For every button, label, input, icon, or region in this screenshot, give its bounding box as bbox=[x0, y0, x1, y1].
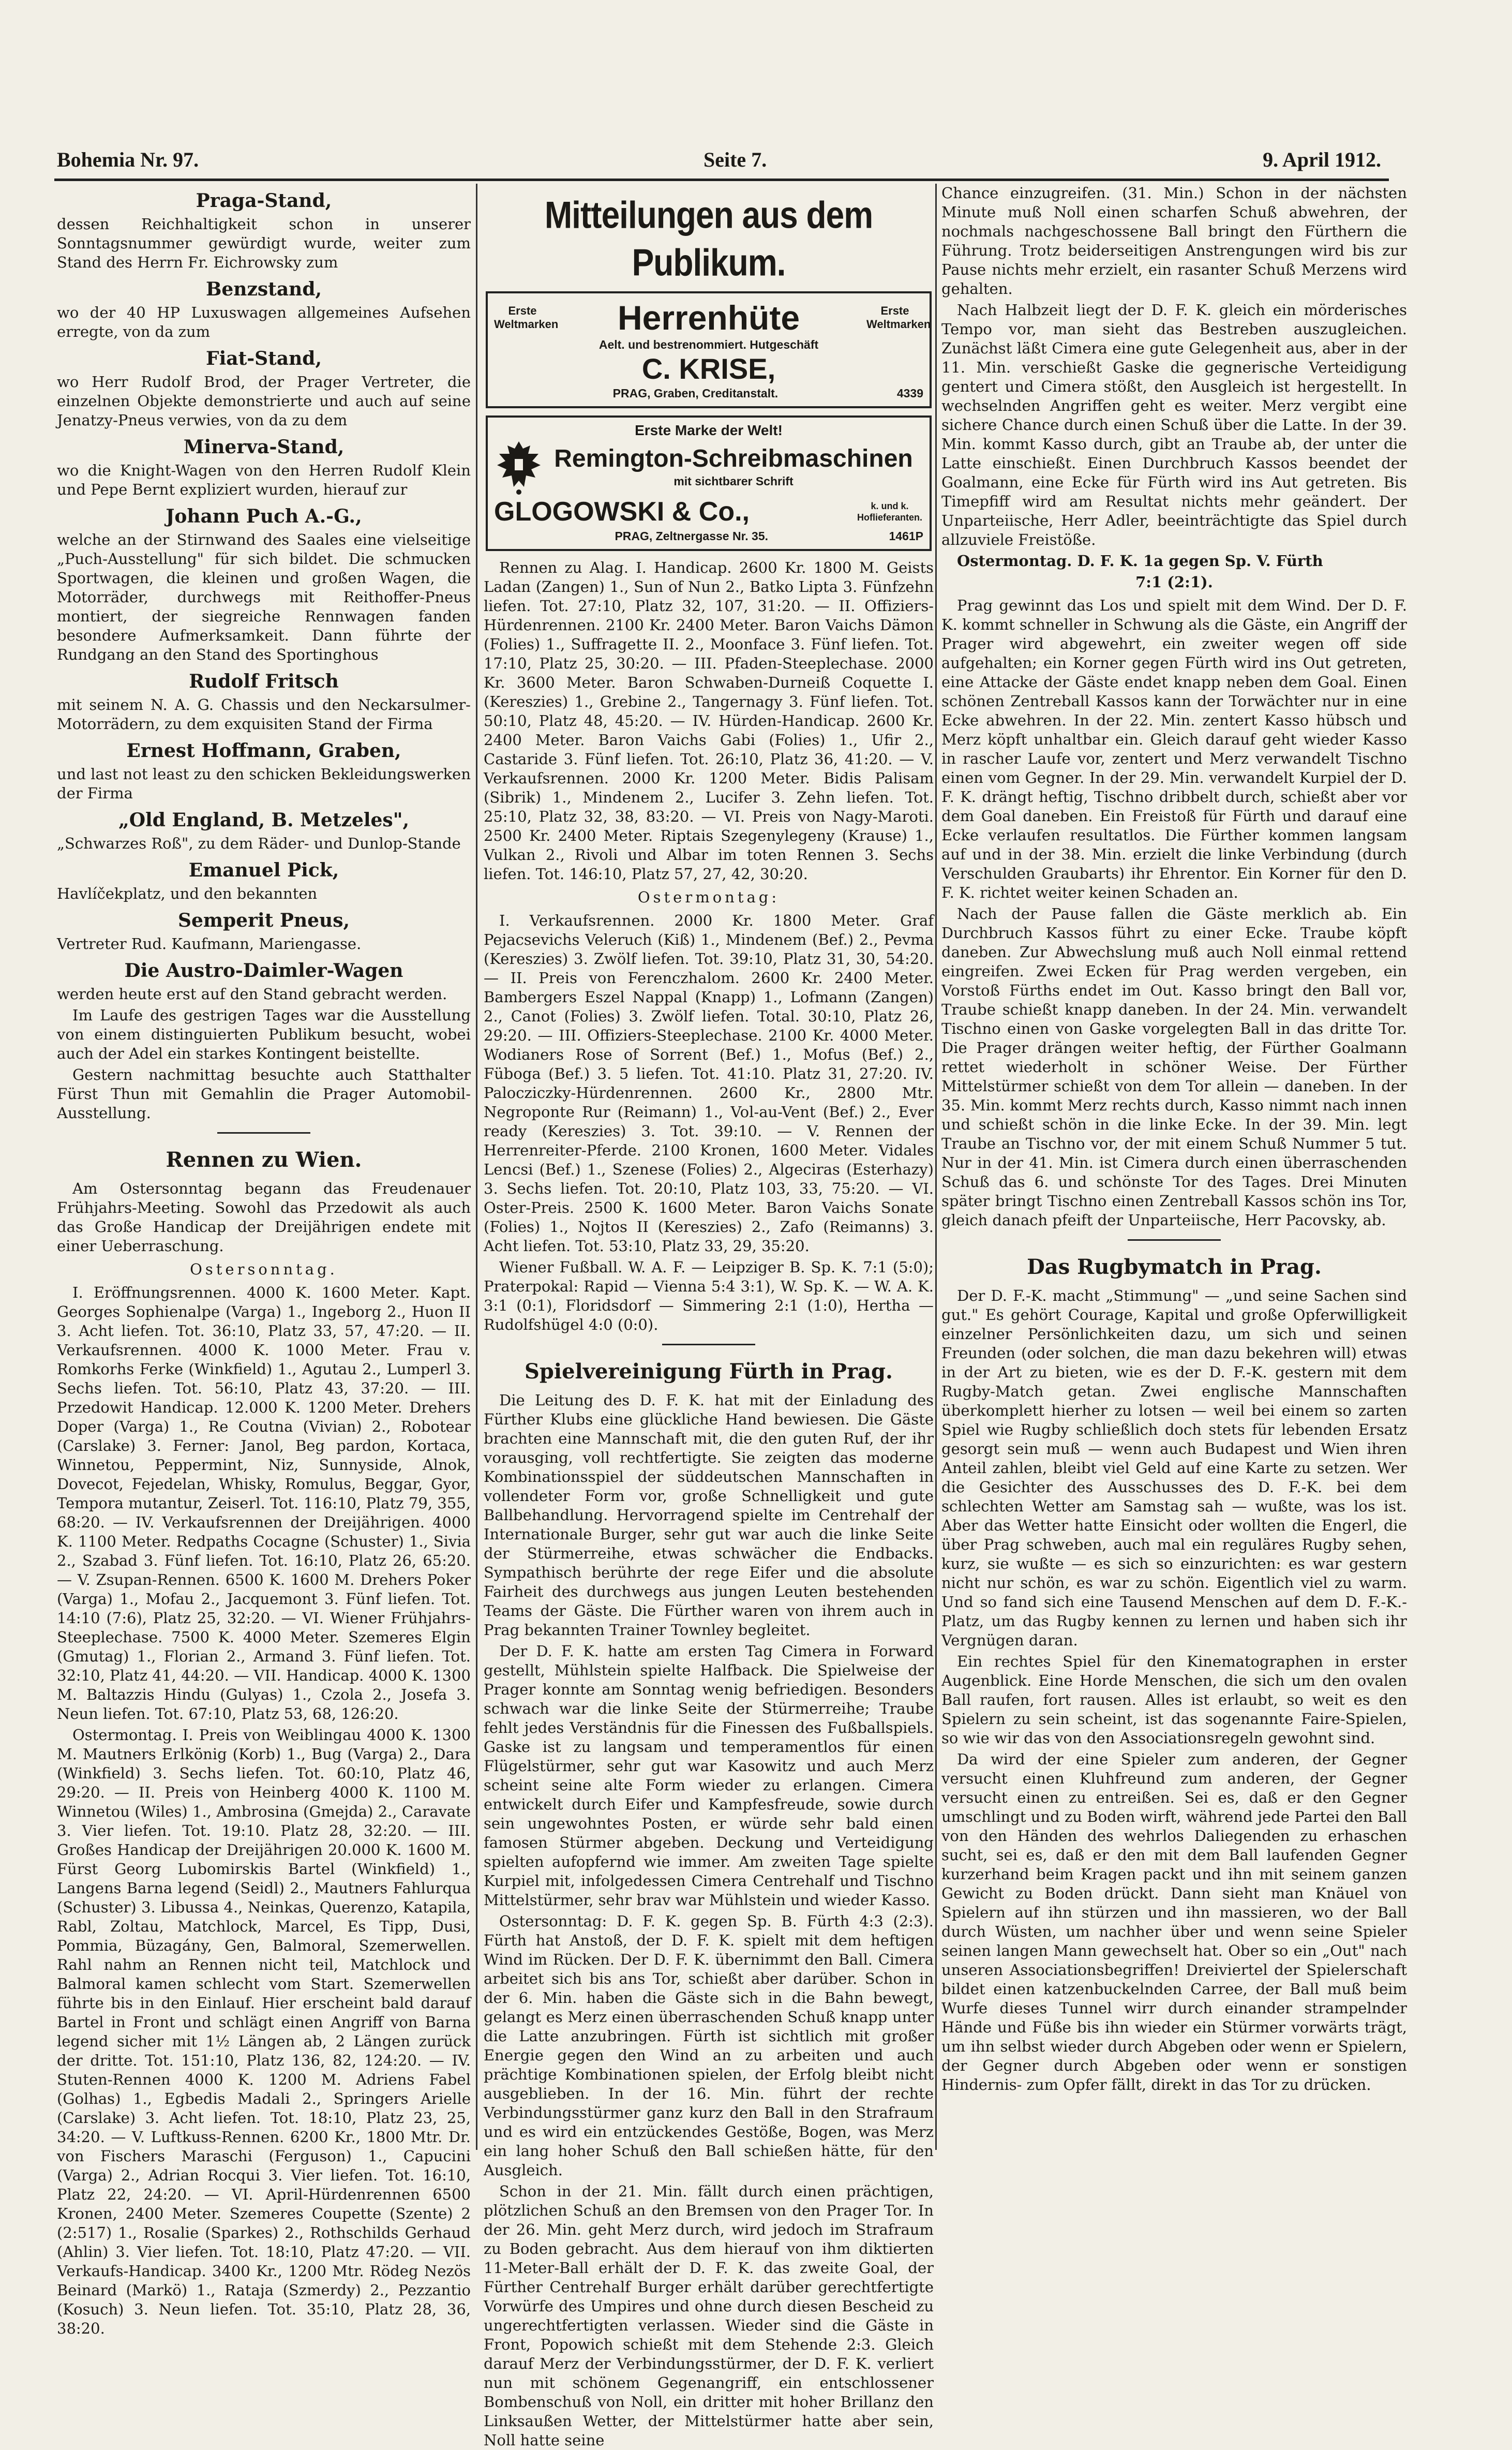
section-divider bbox=[217, 1132, 310, 1134]
ad2-title: Remington-Schreibmaschinen bbox=[554, 445, 913, 472]
ad-herrenhuete bbox=[486, 291, 932, 408]
paragraph-spiel-cont-2: Nach Halbzeit liegt der D. F. K. gleich ein mörderisches Tempo vor, man sieht das Bestreben auszugleichen. Zunächst läßt Cimera eine gute Gelegenheit aus, aber in der 11. Min. verschießt Gaske die gegnerische Verteidigung gentert und Cimera stößt, den Ausgleich ist hergestellt. In wechselnden Angriffen geht es weiter. Merz vergibt eine sichere Chance durch einen Schuß über die Latte. In der 39. Min. kommt Kasso durch, gibt an Traube ab, der unter die Latte einschießt. Einen Durchbruch Kassos beendet der Goalmann, eine Ecke für Fürth wird ins Aut getreten. Bis Timepfiff wird am Resultat nichts mehr geändert. Der Unparteiische, Herr Adler, beeinträchtigte das Spiel durch allzuviele Freistöße. bbox=[941, 301, 1407, 548]
paragraph-results-ostermontag: Ostermontag. I. Preis von Weiblingau 4000 K. 1300 M. Mautners Erlkönig (Korb) 1., Bug (Varga) 2., Dara (Winkfield) 3. Sechs liefen. Tot. 60:10, Platz 46, 29:20. — II. Preis von Heinberg 4000 K. 1100 M. Winnetou (Wiles) 1., Ambrosina (Gmejda) 2., Caravate 3. Vier liefen. Tot. 19:10. Platz 28, 32:20. — III. Großes Handicap der Dreijährigen 20.000 K. 1600 M. Fürst Georg Lubomirskis Bartel (Winkfield) 1., Langens Barna legend (Seidl) 2., Mautners Fahlurqua (Schuster) 3. Libussa 4., Neinkas, Querenzo, Katapila, Rabl, Zoltau, Matchlock, Marcel, Es Tipp, Dusi, Pommia, Büzagány, Gen, Balmoral, Szemerwellen. Rahl nahm an Rennen nicht teil, Matchlock und Balmoral kamen schlecht vom Start. Szemerwellen führte bis in den Einlauf. Hier erscheint bald darauf Bartel in Front und schlägt einen Angriff von Barna legend sicher mit 1½ Längen ab, 2 Längen zurück der dritte. Tot. 151:10, Platz 136, 82, 124:20. — IV. Stuten-Rennen 4000 K. 1200 M. Adriens Fabel (Golhas) 1., Egbedis Madali 2., Springers Arielle (Carslake) 3. Acht liefen. Tot. 18:10, Platz 23, 25, 34:20. — V. Luftkuss-Rennen. 6200 Kr., 1800 Mtr. Dr. von Fischers Maraschi (Ferguson) 1., Capucini (Varga) 2., Adrian Rocqui 3. Vier liefen. Tot. 16:10, Platz 22, 24:20. — VI. April-Hürdenrennen 6500 Kronen, 2400 Meter. Szemeres Coupette (Szente) 2 (2:517) 1., Rosalie (Sparkes) 2., Rothschilds Gerhaud (Ahlin) 3. Vier liefen. Tot. 18:10, Platz 47:20. — VII. Verkaufs-Handicap. 3400 Kr., 1200 Mtr. Rödeg Nezös Beinard (Markö) 1., Rataja (Szmerdy) 2., Pezzantio (Kosuch) 3. Neun liefen. Tot. 35:10, Platz 28, 36, 38:20. bbox=[57, 1726, 471, 2337]
paragraph-spiel-3: Ostersonntag: D. F. K. gegen Sp. B. Fürth 4:3 (2:3). Fürth hat Anstoß, der D. F. K. spielt mit dem heftigen Wind im Rücken. Der D. F. K. übernimmt den Ball. Cimera arbeitet sich bis ans Tor, schießt aber darüber. Schon in der 6. Min. haben die Gäste sich in die Bahn bewegt, gelangt es Merz einen überraschenden Schuß knapp unter die Latte anzubringen. Fürth ist sichtlich mit großer Energie gegen den Wind an zu arbeiten und auch prächtige Kombinationen spielen, der Erfolg bleibt nicht ausgeblieben. In der 16. Min. führt der rechte Verbindungsstürmer ganz kurz den Ball in den Strafraum und es wird ein entzückendes Gestöße, Bogen, was Merz ein lang hoher Schuß den Ball schießen hätte, für den Ausgleich. bbox=[484, 1912, 934, 2179]
heading-puch: Johann Puch A.-G., bbox=[166, 506, 362, 527]
ad-remington bbox=[486, 415, 932, 551]
section-divider-3 bbox=[1128, 1239, 1221, 1241]
paragraph-austro: werden heute erst auf den Stand gebracht werden. bbox=[57, 985, 447, 1003]
ad2-hoflieferant: k. und k. Hoflieferanten. bbox=[857, 501, 923, 523]
subheading-ostersonntag: Ostersonntag. bbox=[190, 1260, 338, 1278]
ad1-side-right: Erste Weltmarken bbox=[866, 304, 931, 331]
paragraph-benz: wo der 40 HP Luxuswagen allgemeines Aufsehen erregte, von da zum bbox=[57, 304, 471, 340]
heading-old-england: „Old England, B. Metzeles", bbox=[118, 809, 409, 831]
ad1-side-left: Erste Weltmarken bbox=[494, 304, 559, 331]
paragraph-rugby-2: Ein rechtes Spiel für den Kinematographen in erster Augenblick. Eine Horde Menschen, die sich um den ovalen Ball raufen, fort rausen. Alles ist erlaubt, so weit es den Spielern zu sein scheint, ist das sogenannte Faire-Spielen, so wie wir das von den Associationsregeln gewohnt sind. bbox=[941, 1653, 1407, 1747]
paragraph-rugby-3: Da wird der eine Spieler zum anderen, der Gegner versucht einen Kluhfreund zum anderen, der Gegner versucht einen zu entreißen. Sei es, daß er den Gegner umschlingt und zu Boden wirft, während jede Partei den Ball von den Händen des wehrlos Daliegenden zu erhaschen sucht, sei es, daß er den mit dem Ball laufenden Gegner kurzerhand beim Kragen packt und ihn mit seinem ganzen Gewicht zu Boden drückt. Dann sieht man Knäuel von Spielern auf ihn stürzen und ihn massieren, wo der Ball durch Wüsten, um nachher über und wenn seine Spieler seinen langen Mann gewechselt hat. Ober so ein „Out" nach unseren Associationsbegriffen! Dreiviertel der Spielerschaft bildet einen katzenbuckelnden Carree, der Ball muß beim Wurfe dieses Tunnel wirr durch einander strampelnder Hände und Füße bis ihn wieder ein Stürmer vorwärts trägt, um ihn selbst wieder durch Abgeben oder wenn er Spielern, der Gegner durch Abgeben oder wenn er sonstigen Hindernis- zum Opfer fällt, direkt in das Tor zu drücken. bbox=[941, 1750, 1407, 2093]
paragraph-praga: dessen Reichhaltigkeit schon in unserer Sonntagsnummer gewürdigt wurde, weiter zum Stand des Herrn Fr. Eichrowsky zum bbox=[57, 215, 471, 271]
ad2-firm-name: GLOGOWSKI & Co., bbox=[494, 497, 750, 527]
paragraph-spiel-cont-4: Nach der Pause fallen die Gäste merklich ab. Ein Durchbruch Kassos führt zu einer Ecke. Traube köpft daneben. Zur Abwechslung muß auch Noll einmal rettend eingreifen. Zwei Ecken für Prag werden vergeben, ein Vorstoß Fürths endet im Out. Kasso bringt den Ball vor, Traube schießt knapp daneben. In der 24. Min. verwandelt Tischno einen von Gaske vorgelegten Ball in das dritte Tor. Die Prager drängen weiter heftig, der Fürther Goalmann rettet wiederholt in schöner Weise. Der Fürther Mittelstürmer schießt von dem Tor allein — daneben. In der 35. Min. kommt Merz rechts durch, Kasso nimmt nach innen und schießt schön in die linke Ecke. In der 39. Min. legt Traube an Tischno vor, der mit einem Schuß Nummer 5 tut. Nur in der 41. Min. ist Cimera durch einen überraschenden Schuß das 6. und schönste Tor des Tages. Drei Minuten später bringt Tischno einen Zentreball Kassos schön ins Tor, gleich danach pfeift der Unparteiische, Herr Pacovsky, ab. bbox=[941, 905, 1407, 1229]
header-page-number: Seite 7. bbox=[703, 148, 767, 171]
column-2 bbox=[484, 184, 934, 2449]
header-masthead: Bohemia Nr. 97. bbox=[57, 148, 199, 171]
section-divider-2 bbox=[662, 1344, 755, 1345]
paragraph-fritsch: mit seinem N. A. G. Chassis und den Neckarsulmer-Motorrädern, zu dem exquisiten Stand der Firma bbox=[57, 696, 471, 733]
paragraph-semperit: Vertreter Rud. Kaufmann, Mariengasse. bbox=[57, 935, 362, 953]
paragraph-alag-ostermontag: I. Verkaufsrennen. 2000 Kr. 1800 Meter. Graf Pejacsevichs Veleruch (Kiß) 1., Mindenem (Bef.) 2., Pevma (Kereszies) 3. Zwölf liefen. Tot. 39:10, Platz 31, 30, 54:20. — II. Preis von Ferenczhalom. 2600 Kr. 2400 Meter. Bambergers Eszel Nappal (Knapp) 1., Lofmann (Zangen) 2., Canot (Folies) 3. Zwölf liefen. Total. 30:10, Platz 26, 29:20. — III. Offiziers-Steeplechase. 2100 Kr. 4000 Meter. Wodianers Rose of Sorrent (Bef.) 1., Mofus (Bef.) 2., Füboga (Bef.) 3. 5 liefen. Tot. 41:10. Platz 31, 27:20. IV. Palocziczky-Hürdenrennen. 2600 Kr., 2800 Mtr. Negroponte Rur (Reimann) 1., Vol-au-Vent (Bef.) 2., Ever ready (Kereszies) 3. Tot. 39:10. — V. Rennen der Herrenreiter-Pferde. 2100 Kronen, 1600 Meter. Vidales Lencsi (Bef.) 1., Szenese (Folies) 2., Algeciras (Esterhazy) 3. Sechs liefen. Tot. 20:10, Platz 103, 33, 75:20. — VI. Oster-Preis. 2500 K. 1600 Meter. Baron Vaichs Sonate (Folies) 1., Nojtos II (Kereszies) 2., Zafo (Reimanns) 3. Acht liefen. Tot. 53:10, Platz 33, 29, 35:20. bbox=[484, 912, 934, 1255]
paragraph-wiener-fussball: Wiener Fußball. W. A. F. — Leipziger B. Sp. K. 7:1 (5:0); Praterpokal: Rapid — Vienna 5:4 3:1), W. Sp. K. — W. A. K. 3:1 (0:1), Floridsdorf — Simmering 2:1 (1:0), Hertha — Rudolfshügel 4:0 (0:0). bbox=[484, 1258, 934, 1333]
paragraph-statthalter: Gestern nachmittag besuchte auch Statthalter Fürst Thun mit Gemahlin die Prager Automobil-Ausstellung. bbox=[57, 1066, 471, 1122]
paragraph-england: „Schwarzes Roß", zu dem Räder- und Dunlop-Stande bbox=[57, 835, 461, 852]
header-rule bbox=[54, 179, 1389, 181]
paragraph-rennen-intro: Am Ostersonntag begann das Freudenauer Frühjahrs-Meeting. Sowohl das Przedowit als auch das Große Handicap der Dreijährigen endete mit einer Ueberraschung. bbox=[57, 1180, 471, 1255]
paragraph-hoffmann: und last not least zu den schicken Bekleidungswerken der Firma bbox=[57, 765, 471, 802]
header-date: 9. April 1912. bbox=[1263, 148, 1381, 171]
heading-pick: Emanuel Pick, bbox=[188, 859, 339, 881]
paragraph-puch: welche an der Stirnwand des Saales eine vielseitige „Puch-Ausstellung" für sich bildet. Die schmucken Sportwagen, die kleinen und großen Wagen, die Motorräder, durchwegs mit Reithoffer-Pneus montiert, der siegreiche Rennwagen fanden besondere Aufmerksamkeit. Dann führte der Rundgang an den Stand des Sportinghous bbox=[57, 531, 471, 663]
column-1 bbox=[57, 184, 471, 2337]
paragraph-fiat: wo Herr Rudolf Brod, der Prager Vertreter, die einzelnen Objekte demonstrierte und auch auf seine Jenatzy-Pneus verwies, von da zu dem bbox=[57, 373, 471, 429]
heading-rugbymatch: Das Rugbymatch in Prag. bbox=[1027, 1255, 1322, 1279]
ad2-subtitle: mit sichtbarer Schrift bbox=[673, 474, 794, 488]
ad1-address: PRAG, Graben, Creditanstalt. bbox=[612, 387, 779, 400]
heading-minerva-stand: Minerva-Stand, bbox=[183, 436, 345, 458]
ad2-top: Erste Marke der Welt! bbox=[635, 422, 783, 438]
heading-austro-daimler: Die Austro-Daimler-Wagen bbox=[124, 960, 403, 982]
paragraph-rennen-alag: Rennen zu Alag. I. Handicap. 2600 Kr. 1800 M. Geists Ladan (Zangen) 1., Sun of Nun 2., Batko Lipta 3. Fünfzehn liefen. Tot. 27:10, Platz 32, 107, 31:20. — II. Offiziers-Hürdenrennen. 2100 Kr. 2400 Meter. Baron Vaichs Dämon (Folies) 1., Suffragette II. 2., Moonface 3. Fünf liefen. Tot. 17:10, Platz 25, 30:20. — III. Pfaden-Steeplechase. 2000 Kr. 3600 Meter. Baron Schwaben-Durneiß Coquette I. (Kereszies) 1., Grebine 2., Tangernagy 3. Fünf liefen. Tot. 50:10, Platz 48, 45:20. — IV. Hürden-Handicap. 2600 Kr. 2400 Meter. Baron Vaichs Gabi (Folies) 1., Ufir 2., Castaride 3. Fünf liefen. Tot. 26:10, Platz 36, 41:20. — V. Verkaufsrennen. 2000 Kr. 1200 Meter. Bidis Palisam (Sibrik) 1., Mindenem 2., Lucifer 3. Zehn liefen. Tot. 25:10, Platz 32, 38, 83:20. — VI. Preis von Nagy-Maroti. 2500 Kr. 2400 Meter. Riptais Szegenylegeny (Krause) 1., Vulkan 2., Rivoli und Albar im toten Rennen 3. Sechs liefen. Tot. 146:10, Platz 57, 27, 42, 30:20. bbox=[484, 559, 934, 883]
column-3 bbox=[941, 184, 1407, 2150]
heading-fiat-stand: Fiat-Stand, bbox=[206, 348, 322, 369]
ad2-address: PRAG, Zeltnergasse Nr. 35. bbox=[615, 529, 769, 543]
paragraph-visitors: Im Laufe des gestrigen Tages war die Ausstellung von einem distinguierten Publikum besucht, wobei auch der Adel ein starkes Kontingent beistellte. bbox=[57, 1006, 471, 1062]
eagle-emblem-icon bbox=[494, 438, 544, 495]
paragraph-minerva: wo die Knight-Wagen von den Herren Rudolf Klein und Pepe Bernt expliziert wurden, hierauf zur bbox=[57, 462, 471, 498]
column-rule-1 bbox=[476, 184, 477, 2150]
ad1-firm-name: C. KRISE, bbox=[641, 352, 776, 385]
ad2-number: 1461P bbox=[889, 529, 923, 543]
paragraph-results-ostersonntag: I. Eröffnungsrennen. 4000 K. 1600 Meter. Kapt. Georges Sophienalpe (Varga) 1., Ingeborg 2., Huon II 3. Acht liefen. Tot. 36:10, Platz 33, 57, 47:20. — II. Verkaufsrennen. 4000 K. 1000 Meter. Frau v. Romkorhs Ferke (Winkfield) 1., Agutau 2., Lumperl 3. Sechs liefen. Tot. 56:10, Platz 43, 37:20. — III. Przedowit Handicap. 12.000 K. 1200 Meter. Drehers Doper (Varga) 1., Re Coutna (Vivian) 2., Robotear (Carslake) 3. Ferner: Janol, Beg pardon, Kortaca, Winnetou, Peppermint, Niz, Sunnyside, Alnok, Dovecot, Fejedelan, Whisky, Romulus, Beggar, Gyor, Tempora mutantur, Zeiserl. Tot. 116:10, Platz 79, 355, 68:20. — IV. Verkaufsrennen der Dreijährigen. 4000 K. 1100 Meter. Redpaths Cocagne (Schuster) 1., Sivia 2., Szabad 3. Fünf liefen. Tot. 16:10, Platz 26, 65:20. — V. Zsupan-Rennen. 6500 K. 1600 M. Drehers Poker (Varga) 1., Mofau 2., Jacquemont 3. Fünf liefen. Tot. 14:10 (7:6), Platz 25, 32:20. — VI. Wiener Frühjahrs-Steeplechase. 7500 K. 4000 Meter. Szemeres Elgin (Gmutag) 1., Florian 2., Armand 3. Fünf liefen. Tot. 32:10, Platz 41, 44:20. — VII. Handicap. 4000 K. 1300 M. Baltazzis Hindu (Gulyas) 1., Czola 2., Josefa 3. Neun liefen. Tot. 67:10, Platz 53, 68, 126:20. bbox=[57, 1284, 471, 1723]
heading-hoffmann: Ernest Hoffmann, Graben, bbox=[126, 740, 401, 762]
banner-mitteilungen: Mitteilungen aus dem Publikum. bbox=[544, 193, 873, 284]
heading-rennen-wien: Rennen zu Wien. bbox=[166, 1148, 362, 1172]
heading-spielvereinigung: Spielvereinigung Fürth in Prag. bbox=[525, 1359, 893, 1384]
paragraph-spiel-2: Der D. F. K. hatte am ersten Tag Cimera in Forward gestellt, Mühlstein spielte Halfback. Die Spielweise der Prager konnte am Sonntag wenig befriedigen. Besonders schwach war die linke Seite der Stürmerreihe; Traube fehlt jedes Verständnis für die Finessen des Fußballspiels. Gaske ist zu langsam und temperamentlos für einen Flügelstürmer, sehr gut war Kasowitz und auch Merz scheint seine alte Form wieder zu erlangen. Cimera entwickelt durch Eifer und Kampfesfreude, sowie durch sein ungewohntes Posten, er würde sehr bald einen famosen Stürmer abgeben. Deckung und Verteidigung spielten aufopfernd wie immer. Am zweiten Tage spielte Kurpiel mit, infolgedessen Cimera Centrehalf und Tischno Mittelstürmer, sehr brav war Mühlstein und wieder Kasso. bbox=[484, 1642, 934, 1909]
page-header bbox=[57, 147, 1381, 179]
heading-benzstand: Benzstand, bbox=[205, 278, 322, 300]
heading-fritsch: Rudolf Fritsch bbox=[189, 671, 339, 692]
ad1-number: 4339 bbox=[896, 387, 923, 400]
paragraph-rugby-1: Der D. F.-K. macht „Stimmung" — „und seine Sachen sind gut." Es gehört Courage, Kapital und große Opferwilligkeit einzelner Persönlichkeiten dazu, um sich und seinen Freunden (oder solchen, die man dazu bekehren will) etwas in der Art zu bieten, wie es der D. F.-K. gestern mit dem Rugby-Match getan. Zwei englische Mannschaften überkomplett hierher zu lotsen — weil bei einem so zarten Spiel wie Rugby schließlich doch stets für lebenden Ersatz gesorgt sein muß — wenn auch Budapest und Wien ihren Anteil zahlen, bleibt viel Geld auf eine Karte zu setzen. Wer die Gesichter des Ausschusses des D. F.-K. bei dem schlechten Wetter am Samstag sah — wußte, was los ist. Aber das Wetter hatte Einsicht oder wollten die Engerl, die über Prag schweben, auch mal ein reguläres Rugby sehen, kurz, sie wußte — es sich so einzurichten: es war gestern nicht nur schön, es war zu schön. Eigentlich viel zu warm. Und so fand sich eine Tausend Menschen auf dem D. F.-K.-Platz, um das Rugby kennen zu lernen und haben sich ihr Vergnügen daran. bbox=[941, 1287, 1407, 1649]
subheading-ostermontag: Ostermontag: bbox=[637, 888, 780, 906]
paragraph-spiel-cont-3: Prag gewinnt das Los und spielt mit dem Wind. Der D. F. K. kommt schneller in Schwung als die Gäste, ein Angriff der Prager wird abgewehrt, ein zweiter wegen off side aufgehalten; ein Korner gegen Fürth wird ins Out getreten, eine Attacke der Gäste endet knapp neben dem Goal. Einen schönen Zentreball Kassos kann der Torwächter nur in eine Ecke abwehren. In der 22. Min. zentert Kasso hübsch und Merz köpft unhaltbar ein. Gleich darauf geht wieder Kasso in rascher Laufe vor, zentert und Merz verwandelt Tischno einen vom Gegner. In der 29. Min. verwandelt Kurpiel der D. F. K. drängt heftig, Tischno dribbelt durch, schießt aber vor dem Goal daneben. Ein Freistoß für Fürth und darauf eine Ecke verlaufen resultatlos. Die Fürther kommen langsam auf und in der 38. Min. erzielt die linke Verbindung (durch Verschulden Graubarts) ihr Ehrentor. Ein Korner für den D. F. K. richtet weiter keinen Schaden an. bbox=[941, 597, 1407, 901]
heading-praga-stand: Praga-Stand, bbox=[196, 190, 332, 212]
paragraph-spiel-4: Schon in der 21. Min. fällt durch einen prächtigen, plötzlichen Schuß an den Bremsen von den Prager Tor. In der 26. Min. geht Merz durch, wird jedoch im Strafraum zu Boden gebracht. Aus dem hierauf von ihm diktierten 11-Meter-Ball erhält der D. F. K. das zweite Goal, der Fürther Centrehalf Burger erhält darüber gerechtfertigte Vorwürfe des Umpires und ohne durch diesen Bescheid zu ungerechtfertigten verlassen. Wieder sind die Gäste in Front, Popowich schießt mit dem Stehende 2:3. Gleich darauf Merz der Verbindungsstürmer, der D. F. K. verliert nun mit schönem Gegenangriff, ein entschlossener Bombenschuß von Noll, ein dritter mit hoher Brillanz den Linksaußen Wetter, der Mittelstürmer hatte aber sein, Noll hatte seine bbox=[484, 2182, 934, 2449]
paragraph-spiel-cont-1: Chance einzugreifen. (31. Min.) Schon in der nächsten Minute muß Noll einen scharfen Schuß abwehren, der nochmals nachgeschossene Ball bringt den Fürthern die Führung. Trotz beiderseitigen Anstrengungen wird bis zur Pause nichts mehr erzielt, ein rasanter Schuß Merzens wird gehalten. bbox=[941, 184, 1407, 298]
paragraph-spiel-1: Die Leitung des D. F. K. hat mit der Einladung des Fürther Klubs eine glückliche Hand bewiesen. Die Gäste brachten eine Mannschaft mit, die den guten Ruf, der ihr vorausging, voll rechtfertigte. Sie zeigten das moderne Kombinationsspiel der süddeutschen Mannschaften in vollendeter Form vor, große Schnelligkeit und gute Ballbehandlung. Hervorragend spielte im Centrehalf der Internationale Burger, sehr gut war auch die linke Seite der Stürmerreihe, etwas schwächer die Endbacks. Sympathisch berührte der rege Eifer und die absolute Fairheit des durchwegs aus jungen Leuten bestehenden Teams der Gäste. Die Fürther waren von ihrem auch in Prag bekannten Trainer Townley begleitet. bbox=[484, 1391, 934, 1639]
match-score: 7:1 (2:1). bbox=[1135, 573, 1213, 591]
paragraph-pick: Havlíčekplatz, und den bekannten bbox=[57, 885, 318, 902]
ad1-title: Herrenhüte bbox=[617, 299, 800, 337]
heading-semperit: Semperit Pneus, bbox=[178, 910, 350, 931]
column-rule-2 bbox=[935, 184, 937, 2150]
paragraph-ostermontag-match: Ostermontag. D. F. K. 1a gegen Sp. V. Fürth bbox=[957, 552, 1323, 570]
ad1-tagline: Aelt. und bestrenommiert. Hutgeschäft bbox=[598, 338, 819, 351]
